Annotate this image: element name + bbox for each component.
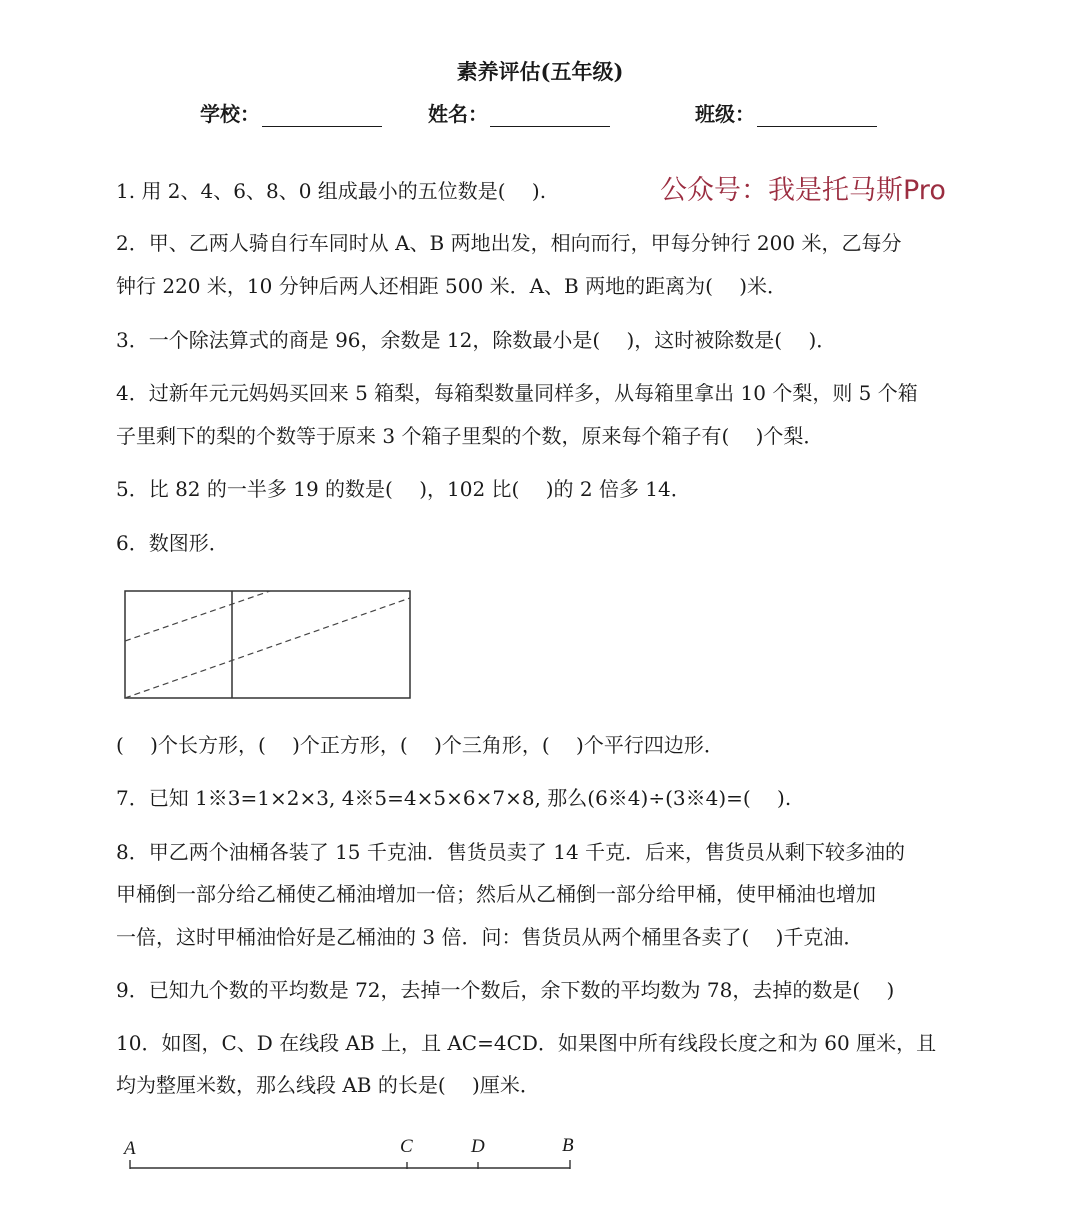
- outer-rectangle: [125, 591, 410, 698]
- dashed-line-upper: [125, 591, 270, 641]
- question-7: 7．已知 1※3=1×2×3, 4※5=4×5×6×7×8, 那么(6※4)÷(3※4)=( ).: [116, 786, 792, 810]
- class-label: 班级：: [695, 102, 755, 126]
- shape-counting-figure: [120, 586, 416, 702]
- line-segment-figure: [115, 1128, 585, 1180]
- question-6-answers: ( )个长方形，( )个正方形，( )个三角形，( )个平行四边形．: [116, 733, 724, 757]
- question-2-line-1: 2．甲、乙两人骑自行车同时从 A、B 两地出发，相向而行，甲每分钟行 200 米，乙每分: [116, 231, 902, 255]
- watermark: 公众号：我是托马斯Pro: [660, 175, 946, 206]
- question-5: 5．比 82 的一半多 19 的数是( )，102 比( )的 2 倍多 14．: [116, 477, 691, 501]
- name-blank[interactable]: [490, 104, 610, 127]
- name-field: [428, 98, 610, 127]
- school-label: 学校：: [200, 102, 260, 126]
- question-8-line-3: 一倍，这时甲桶油恰好是乙桶油的 3 倍．问：售货员从两个桶里各卖了( )千克油．: [116, 925, 864, 949]
- question-3: 3．一个除法算式的商是 96，余数是 12，除数最小是( )，这时被除数是( )．: [116, 328, 837, 352]
- point-a-label: A: [124, 1138, 136, 1159]
- question-8-line-1: 8．甲乙两个油桶各装了 15 千克油．售货员卖了 14 千克．后来，售货员从剩下较多油的: [116, 840, 906, 864]
- question-9: 9．已知九个数的平均数是 72，去掉一个数后，余下数的平均数为 78，去掉的数是( ): [116, 978, 895, 1002]
- class-field: [695, 98, 877, 127]
- school-field: [200, 98, 382, 127]
- class-blank[interactable]: [757, 104, 877, 127]
- question-6: 6．数图形．: [116, 531, 229, 555]
- question-10-line-1: 10．如图，C、D 在线段 AB 上，且 AC=4CD．如果图中所有线段长度之和为 60 厘米，且: [116, 1031, 937, 1055]
- question-4-line-1: 4．过新年元元妈妈买回来 5 箱梨，每箱梨数量同样多，从每箱里拿出 10 个梨，则 5 个箱: [116, 381, 918, 405]
- question-2-line-2: 钟行 220 米，10 分钟后两人还相距 500 米．A、B 两地的距离为( )米．: [116, 274, 788, 298]
- question-10-line-2: 均为整厘米数，那么线段 AB 的长是( )厘米．: [116, 1073, 540, 1097]
- name-label: 姓名：: [428, 102, 488, 126]
- point-d-label: D: [471, 1136, 485, 1157]
- question-1: 1. 用 2、4、6、8、0 组成最小的五位数是( ).: [116, 179, 547, 203]
- question-4-line-2: 子里剩下的梨的个数等于原来 3 个箱子里梨的个数，原来每个箱子有( )个梨．: [116, 424, 824, 448]
- point-b-label: B: [562, 1135, 574, 1156]
- dashed-line-lower: [125, 598, 410, 698]
- page-title: 素养评估(五年级): [456, 59, 624, 84]
- school-blank[interactable]: [262, 104, 382, 127]
- question-8-line-2: 甲桶倒一部分给乙桶使乙桶油增加一倍；然后从乙桶倒一部分给甲桶，使甲桶油也增加: [116, 882, 876, 906]
- point-c-label: C: [400, 1136, 413, 1157]
